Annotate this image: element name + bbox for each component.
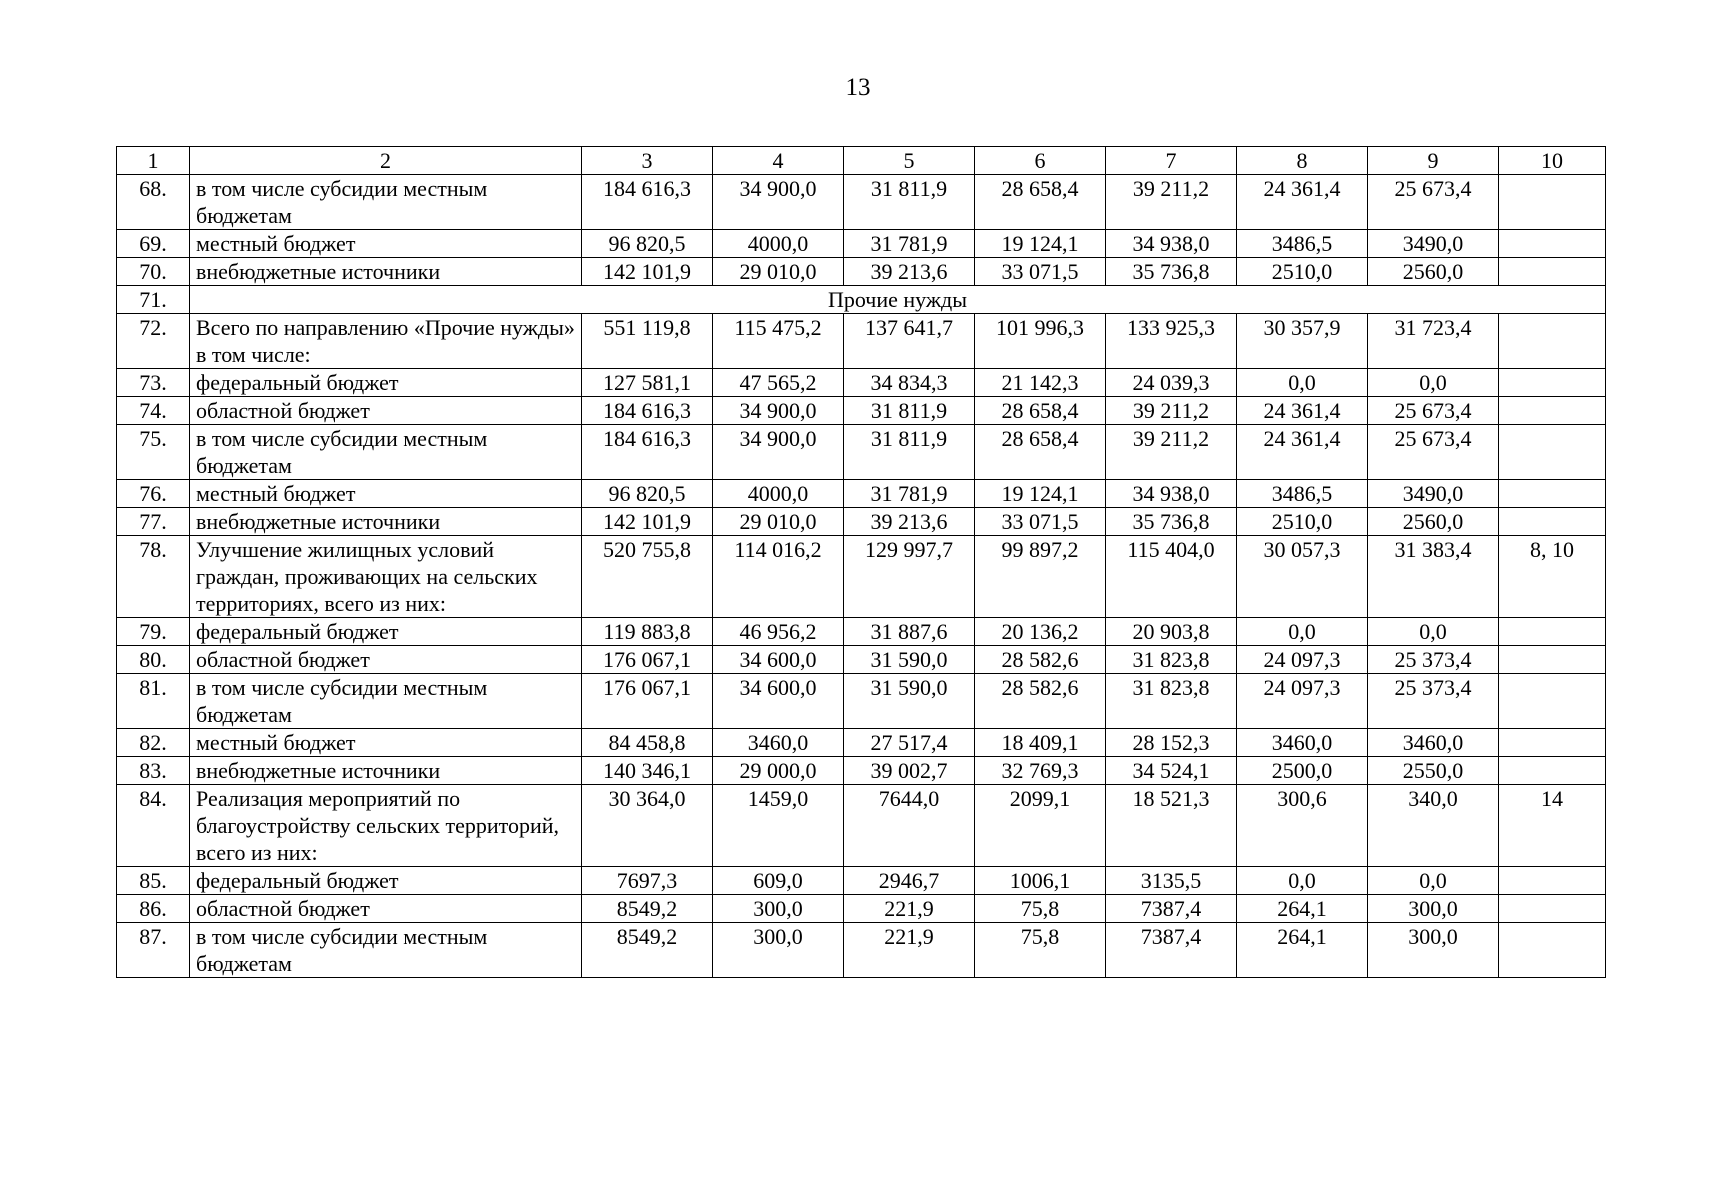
value-cell: 184 616,3 (582, 397, 713, 425)
value-cell: 24 039,3 (1106, 369, 1237, 397)
value-cell: 7387,4 (1106, 923, 1237, 978)
value-cell: 25 373,4 (1368, 646, 1499, 674)
value-cell: 47 565,2 (713, 369, 844, 397)
header-cell: 8 (1237, 147, 1368, 175)
row-label: местный бюджет (190, 729, 582, 757)
value-cell: 520 755,8 (582, 536, 713, 618)
value-cell: 31 590,0 (844, 646, 975, 674)
value-cell: 39 213,6 (844, 258, 975, 286)
section-title: Прочие нужды (190, 286, 1606, 314)
row-label: федеральный бюджет (190, 369, 582, 397)
row-label: в том числе субсидии местным бюджетам (190, 674, 582, 729)
note-cell (1499, 258, 1606, 286)
value-cell: 18 521,3 (1106, 785, 1237, 867)
row-label: Всего по направлению «Прочие нужды» в том числе: (190, 314, 582, 369)
row-label: Улучшение жилищных условий граждан, проживающих на сельских территориях, всего из них: (190, 536, 582, 618)
value-cell: 2510,0 (1237, 258, 1368, 286)
row-label: в том числе субсидии местным бюджетам (190, 923, 582, 978)
value-cell: 4000,0 (713, 230, 844, 258)
header-cell: 5 (844, 147, 975, 175)
table-row (117, 369, 1606, 397)
value-cell: 18 409,1 (975, 729, 1106, 757)
value-cell: 3460,0 (1237, 729, 1368, 757)
row-label: внебюджетные источники (190, 757, 582, 785)
value-cell: 32 769,3 (975, 757, 1106, 785)
row-number: 73. (117, 369, 190, 397)
value-cell: 137 641,7 (844, 314, 975, 369)
row-number: 70. (117, 258, 190, 286)
table-row (117, 757, 1606, 785)
value-cell: 3486,5 (1237, 480, 1368, 508)
note-cell (1499, 508, 1606, 536)
value-cell: 34 600,0 (713, 674, 844, 729)
row-number: 74. (117, 397, 190, 425)
value-cell: 30 364,0 (582, 785, 713, 867)
row-label: федеральный бюджет (190, 867, 582, 895)
table-row (117, 258, 1606, 286)
row-label: местный бюджет (190, 230, 582, 258)
table-row (117, 646, 1606, 674)
value-cell: 7387,4 (1106, 895, 1237, 923)
row-label: областной бюджет (190, 895, 582, 923)
value-cell: 0,0 (1237, 369, 1368, 397)
value-cell: 30 357,9 (1237, 314, 1368, 369)
value-cell: 35 736,8 (1106, 258, 1237, 286)
table-row (117, 895, 1606, 923)
row-number: 77. (117, 508, 190, 536)
value-cell: 28 658,4 (975, 175, 1106, 230)
value-cell: 28 582,6 (975, 646, 1106, 674)
value-cell: 24 361,4 (1237, 175, 1368, 230)
table-row (117, 785, 1606, 867)
value-cell: 31 811,9 (844, 397, 975, 425)
value-cell: 127 581,1 (582, 369, 713, 397)
table-row (117, 230, 1606, 258)
row-label: областной бюджет (190, 397, 582, 425)
header-cell: 10 (1499, 147, 1606, 175)
row-number: 87. (117, 923, 190, 978)
value-cell: 300,0 (713, 895, 844, 923)
value-cell: 0,0 (1368, 618, 1499, 646)
note-cell (1499, 729, 1606, 757)
value-cell: 264,1 (1237, 895, 1368, 923)
section-row (117, 286, 1606, 314)
value-cell: 46 956,2 (713, 618, 844, 646)
value-cell: 2946,7 (844, 867, 975, 895)
value-cell: 140 346,1 (582, 757, 713, 785)
value-cell: 28 582,6 (975, 674, 1106, 729)
table-row (117, 397, 1606, 425)
value-cell: 142 101,9 (582, 508, 713, 536)
value-cell: 31 781,9 (844, 230, 975, 258)
value-cell: 3490,0 (1368, 480, 1499, 508)
value-cell: 27 517,4 (844, 729, 975, 757)
value-cell: 24 361,4 (1237, 397, 1368, 425)
value-cell: 75,8 (975, 895, 1106, 923)
value-cell: 29 000,0 (713, 757, 844, 785)
note-cell: 14 (1499, 785, 1606, 867)
value-cell: 34 900,0 (713, 397, 844, 425)
row-number: 68. (117, 175, 190, 230)
value-cell: 34 600,0 (713, 646, 844, 674)
row-label: в том числе субсидии местным бюджетам (190, 425, 582, 480)
value-cell: 0,0 (1237, 867, 1368, 895)
note-cell (1499, 674, 1606, 729)
value-cell: 34 900,0 (713, 175, 844, 230)
value-cell: 34 524,1 (1106, 757, 1237, 785)
value-cell: 3460,0 (713, 729, 844, 757)
header-row (117, 147, 1606, 175)
row-number: 71. (117, 286, 190, 314)
row-number: 79. (117, 618, 190, 646)
value-cell: 99 897,2 (975, 536, 1106, 618)
value-cell: 75,8 (975, 923, 1106, 978)
note-cell (1499, 480, 1606, 508)
value-cell: 31 887,6 (844, 618, 975, 646)
table-row (117, 729, 1606, 757)
value-cell: 31 781,9 (844, 480, 975, 508)
table-row (117, 536, 1606, 618)
row-label: внебюджетные источники (190, 508, 582, 536)
value-cell: 31 811,9 (844, 175, 975, 230)
value-cell: 2560,0 (1368, 508, 1499, 536)
value-cell: 25 673,4 (1368, 425, 1499, 480)
value-cell: 264,1 (1237, 923, 1368, 978)
value-cell: 34 834,3 (844, 369, 975, 397)
value-cell: 39 211,2 (1106, 397, 1237, 425)
value-cell: 21 142,3 (975, 369, 1106, 397)
value-cell: 1459,0 (713, 785, 844, 867)
value-cell: 39 211,2 (1106, 425, 1237, 480)
header-cell: 2 (190, 147, 582, 175)
note-cell (1499, 175, 1606, 230)
value-cell: 142 101,9 (582, 258, 713, 286)
value-cell: 25 373,4 (1368, 674, 1499, 729)
value-cell: 31 811,9 (844, 425, 975, 480)
value-cell: 4000,0 (713, 480, 844, 508)
value-cell: 33 071,5 (975, 508, 1106, 536)
value-cell: 0,0 (1368, 369, 1499, 397)
value-cell: 300,0 (713, 923, 844, 978)
value-cell: 29 010,0 (713, 258, 844, 286)
table-row (117, 314, 1606, 369)
value-cell: 119 883,8 (582, 618, 713, 646)
value-cell: 300,0 (1368, 895, 1499, 923)
value-cell: 133 925,3 (1106, 314, 1237, 369)
note-cell (1499, 369, 1606, 397)
value-cell: 31 723,4 (1368, 314, 1499, 369)
value-cell: 20 136,2 (975, 618, 1106, 646)
note-cell (1499, 923, 1606, 978)
value-cell: 31 823,8 (1106, 674, 1237, 729)
row-number: 72. (117, 314, 190, 369)
value-cell: 2550,0 (1368, 757, 1499, 785)
value-cell: 2510,0 (1237, 508, 1368, 536)
row-number: 69. (117, 230, 190, 258)
value-cell: 115 475,2 (713, 314, 844, 369)
value-cell: 551 119,8 (582, 314, 713, 369)
value-cell: 31 383,4 (1368, 536, 1499, 618)
table-row (117, 674, 1606, 729)
value-cell: 340,0 (1368, 785, 1499, 867)
value-cell: 300,6 (1237, 785, 1368, 867)
value-cell: 184 616,3 (582, 175, 713, 230)
table-row (117, 508, 1606, 536)
value-cell: 221,9 (844, 923, 975, 978)
value-cell: 20 903,8 (1106, 618, 1237, 646)
value-cell: 7644,0 (844, 785, 975, 867)
row-number: 81. (117, 674, 190, 729)
note-cell (1499, 230, 1606, 258)
value-cell: 29 010,0 (713, 508, 844, 536)
value-cell: 1006,1 (975, 867, 1106, 895)
table-row (117, 867, 1606, 895)
value-cell: 3460,0 (1368, 729, 1499, 757)
row-label: местный бюджет (190, 480, 582, 508)
page-number: 13 (845, 74, 871, 101)
value-cell: 0,0 (1237, 618, 1368, 646)
value-cell: 8549,2 (582, 895, 713, 923)
value-cell: 24 097,3 (1237, 674, 1368, 729)
row-label: Реализация мероприятий по благоустройству сельских территорий, всего из них: (190, 785, 582, 867)
value-cell: 39 213,6 (844, 508, 975, 536)
value-cell: 176 067,1 (582, 646, 713, 674)
header-cell: 9 (1368, 147, 1499, 175)
value-cell: 3135,5 (1106, 867, 1237, 895)
value-cell: 176 067,1 (582, 674, 713, 729)
value-cell: 3490,0 (1368, 230, 1499, 258)
value-cell: 101 996,3 (975, 314, 1106, 369)
header-cell: 7 (1106, 147, 1237, 175)
value-cell: 184 616,3 (582, 425, 713, 480)
value-cell: 129 997,7 (844, 536, 975, 618)
row-label: в том числе субсидии местным бюджетам (190, 175, 582, 230)
note-cell (1499, 618, 1606, 646)
value-cell: 34 938,0 (1106, 230, 1237, 258)
value-cell: 115 404,0 (1106, 536, 1237, 618)
note-cell (1499, 895, 1606, 923)
value-cell: 300,0 (1368, 923, 1499, 978)
value-cell: 31 823,8 (1106, 646, 1237, 674)
header-cell: 1 (117, 147, 190, 175)
header-cell: 4 (713, 147, 844, 175)
row-number: 85. (117, 867, 190, 895)
note-cell (1499, 867, 1606, 895)
value-cell: 33 071,5 (975, 258, 1106, 286)
value-cell: 28 152,3 (1106, 729, 1237, 757)
value-cell: 24 361,4 (1237, 425, 1368, 480)
table-row (117, 480, 1606, 508)
budget-table (116, 146, 1606, 978)
header-cell: 3 (582, 147, 713, 175)
note-cell (1499, 397, 1606, 425)
note-cell: 8, 10 (1499, 536, 1606, 618)
value-cell: 96 820,5 (582, 230, 713, 258)
value-cell: 31 590,0 (844, 674, 975, 729)
table-row (117, 923, 1606, 978)
row-number: 80. (117, 646, 190, 674)
row-number: 82. (117, 729, 190, 757)
row-label: областной бюджет (190, 646, 582, 674)
row-number: 84. (117, 785, 190, 867)
value-cell: 84 458,8 (582, 729, 713, 757)
value-cell: 35 736,8 (1106, 508, 1237, 536)
row-number: 76. (117, 480, 190, 508)
note-cell (1499, 646, 1606, 674)
value-cell: 28 658,4 (975, 397, 1106, 425)
value-cell: 24 097,3 (1237, 646, 1368, 674)
header-cell: 6 (975, 147, 1106, 175)
value-cell: 28 658,4 (975, 425, 1106, 480)
value-cell: 30 057,3 (1237, 536, 1368, 618)
value-cell: 0,0 (1368, 867, 1499, 895)
value-cell: 19 124,1 (975, 230, 1106, 258)
row-number: 86. (117, 895, 190, 923)
value-cell: 34 900,0 (713, 425, 844, 480)
note-cell (1499, 425, 1606, 480)
value-cell: 114 016,2 (713, 536, 844, 618)
value-cell: 8549,2 (582, 923, 713, 978)
value-cell: 25 673,4 (1368, 397, 1499, 425)
row-label: внебюджетные источники (190, 258, 582, 286)
value-cell: 221,9 (844, 895, 975, 923)
value-cell: 39 002,7 (844, 757, 975, 785)
table-row (117, 618, 1606, 646)
value-cell: 34 938,0 (1106, 480, 1237, 508)
table-row (117, 425, 1606, 480)
value-cell: 7697,3 (582, 867, 713, 895)
row-number: 78. (117, 536, 190, 618)
row-number: 75. (117, 425, 190, 480)
value-cell: 25 673,4 (1368, 175, 1499, 230)
note-cell (1499, 314, 1606, 369)
value-cell: 2560,0 (1368, 258, 1499, 286)
value-cell: 2500,0 (1237, 757, 1368, 785)
table-row (117, 175, 1606, 230)
row-label: федеральный бюджет (190, 618, 582, 646)
value-cell: 2099,1 (975, 785, 1106, 867)
row-number: 83. (117, 757, 190, 785)
note-cell (1499, 757, 1606, 785)
value-cell: 96 820,5 (582, 480, 713, 508)
table-body (117, 147, 1606, 978)
value-cell: 609,0 (713, 867, 844, 895)
value-cell: 39 211,2 (1106, 175, 1237, 230)
value-cell: 3486,5 (1237, 230, 1368, 258)
value-cell: 19 124,1 (975, 480, 1106, 508)
